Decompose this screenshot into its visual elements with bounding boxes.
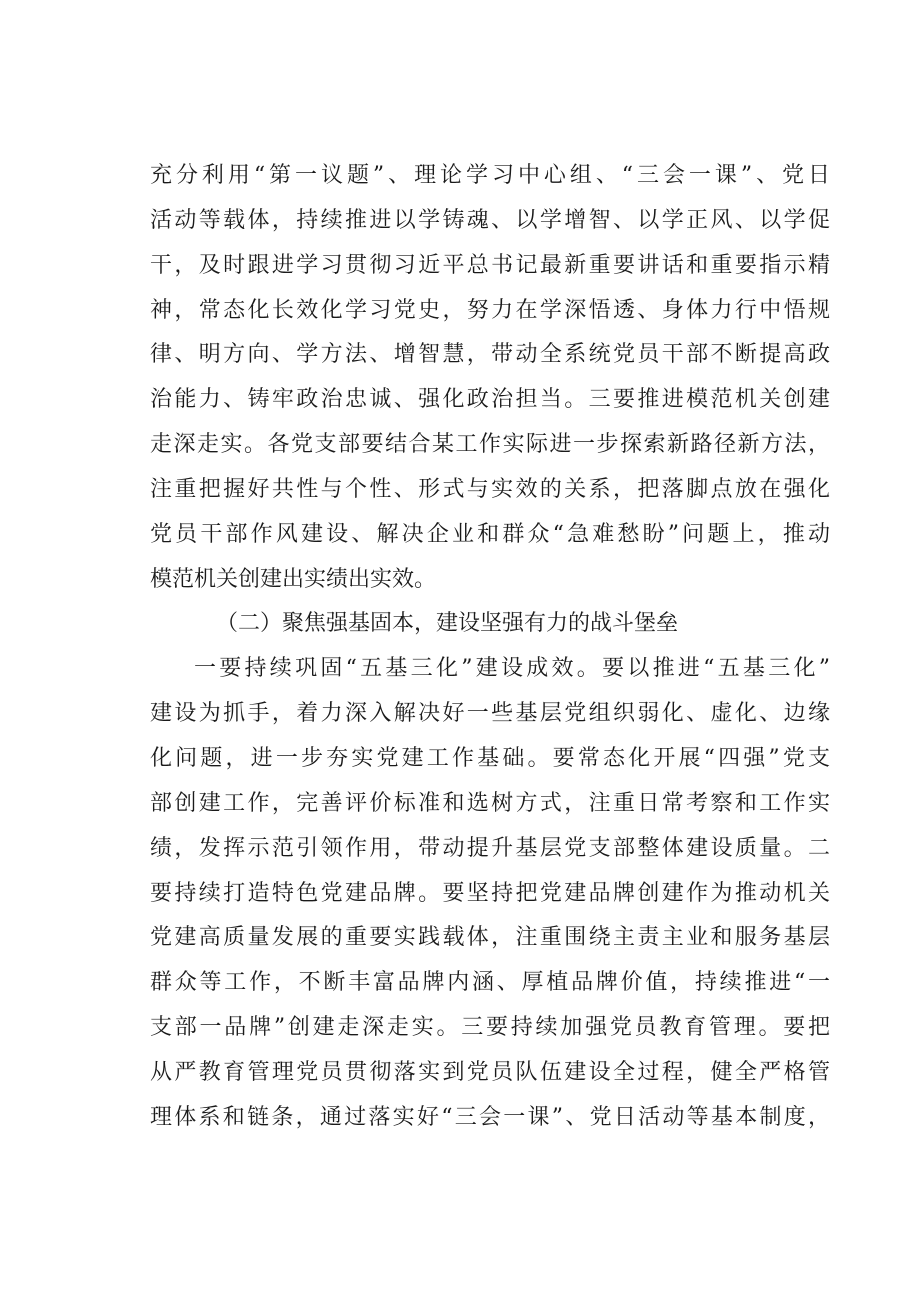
text-line: 从严教育管理党员贯彻落实到党员队伍建设全过程，健全严格管 — [150, 1059, 830, 1085]
text-line: 要持续打造特色党建品牌。要坚持把党建品牌创建作为推动机关 — [150, 880, 830, 906]
paragraph-1 — [150, 154, 830, 602]
text-line: 一要持续巩固“五基三化”建设成效。要以推进“五基三化” — [194, 656, 830, 682]
section-heading: （二）聚焦强基固本，建设坚强有力的战斗堡垒 — [216, 611, 679, 637]
text-line: 治能力、铸牢政治忠诚、强化政治担当。三要推进模范机关创建 — [150, 387, 830, 413]
text-line: 律、明方向、学方法、增智慧，带动全系统党员干部不断提高政 — [150, 342, 830, 368]
text-line: 群众等工作，不断丰富品牌内涵、厚植品牌价值，持续推进“一 — [150, 970, 830, 996]
text-line: 党员干部作风建设、解决企业和群众“急难愁盼”问题上，推动 — [150, 521, 830, 547]
text-line: 部创建工作，完善评价标准和选树方式，注重日常考察和工作实 — [150, 790, 830, 816]
text-line: 模范机关创建出实绩出实效。 — [150, 566, 437, 592]
text-line: 建设为抓手，着力深入解决好一些基层党组织弱化、虚化、边缘 — [150, 701, 830, 727]
text-line: 绩，发挥示范引领作用，带动提升基层党支部整体建设质量。二 — [150, 835, 830, 861]
paragraph-2 — [150, 647, 830, 1140]
text-line: 理体系和链条，通过落实好“三会一课”、党日活动等基本制度， — [150, 1104, 830, 1130]
text-line: 注重把握好共性与个性、形式与实效的关系，把落脚点放在强化 — [150, 476, 830, 502]
text-line: 走深走实。各党支部要结合某工作实际进一步探索新路径新方法， — [150, 432, 830, 458]
text-line: 活动等载体，持续推进以学铸魂、以学增智、以学正风、以学促 — [150, 207, 830, 233]
text-line: 神，常态化长效化学习党史，努力在学深悟透、身体力行中悟规 — [150, 297, 830, 323]
text-line: 化问题，进一步夯实党建工作基础。要常态化开展“四强”党支 — [150, 745, 830, 771]
text-line: 党建高质量发展的重要实践载体，注重围绕主责主业和服务基层 — [150, 925, 830, 951]
text-line: 干，及时跟进学习贯彻习近平总书记最新重要讲话和重要指示精 — [150, 252, 830, 278]
text-line: 充分利用“第一议题”、理论学习中心组、“三会一课”、党日 — [150, 163, 830, 188]
document-body — [150, 154, 830, 1141]
text-line: 支部一品牌”创建走深走实。三要持续加强党员教育管理。要把 — [150, 1015, 830, 1041]
